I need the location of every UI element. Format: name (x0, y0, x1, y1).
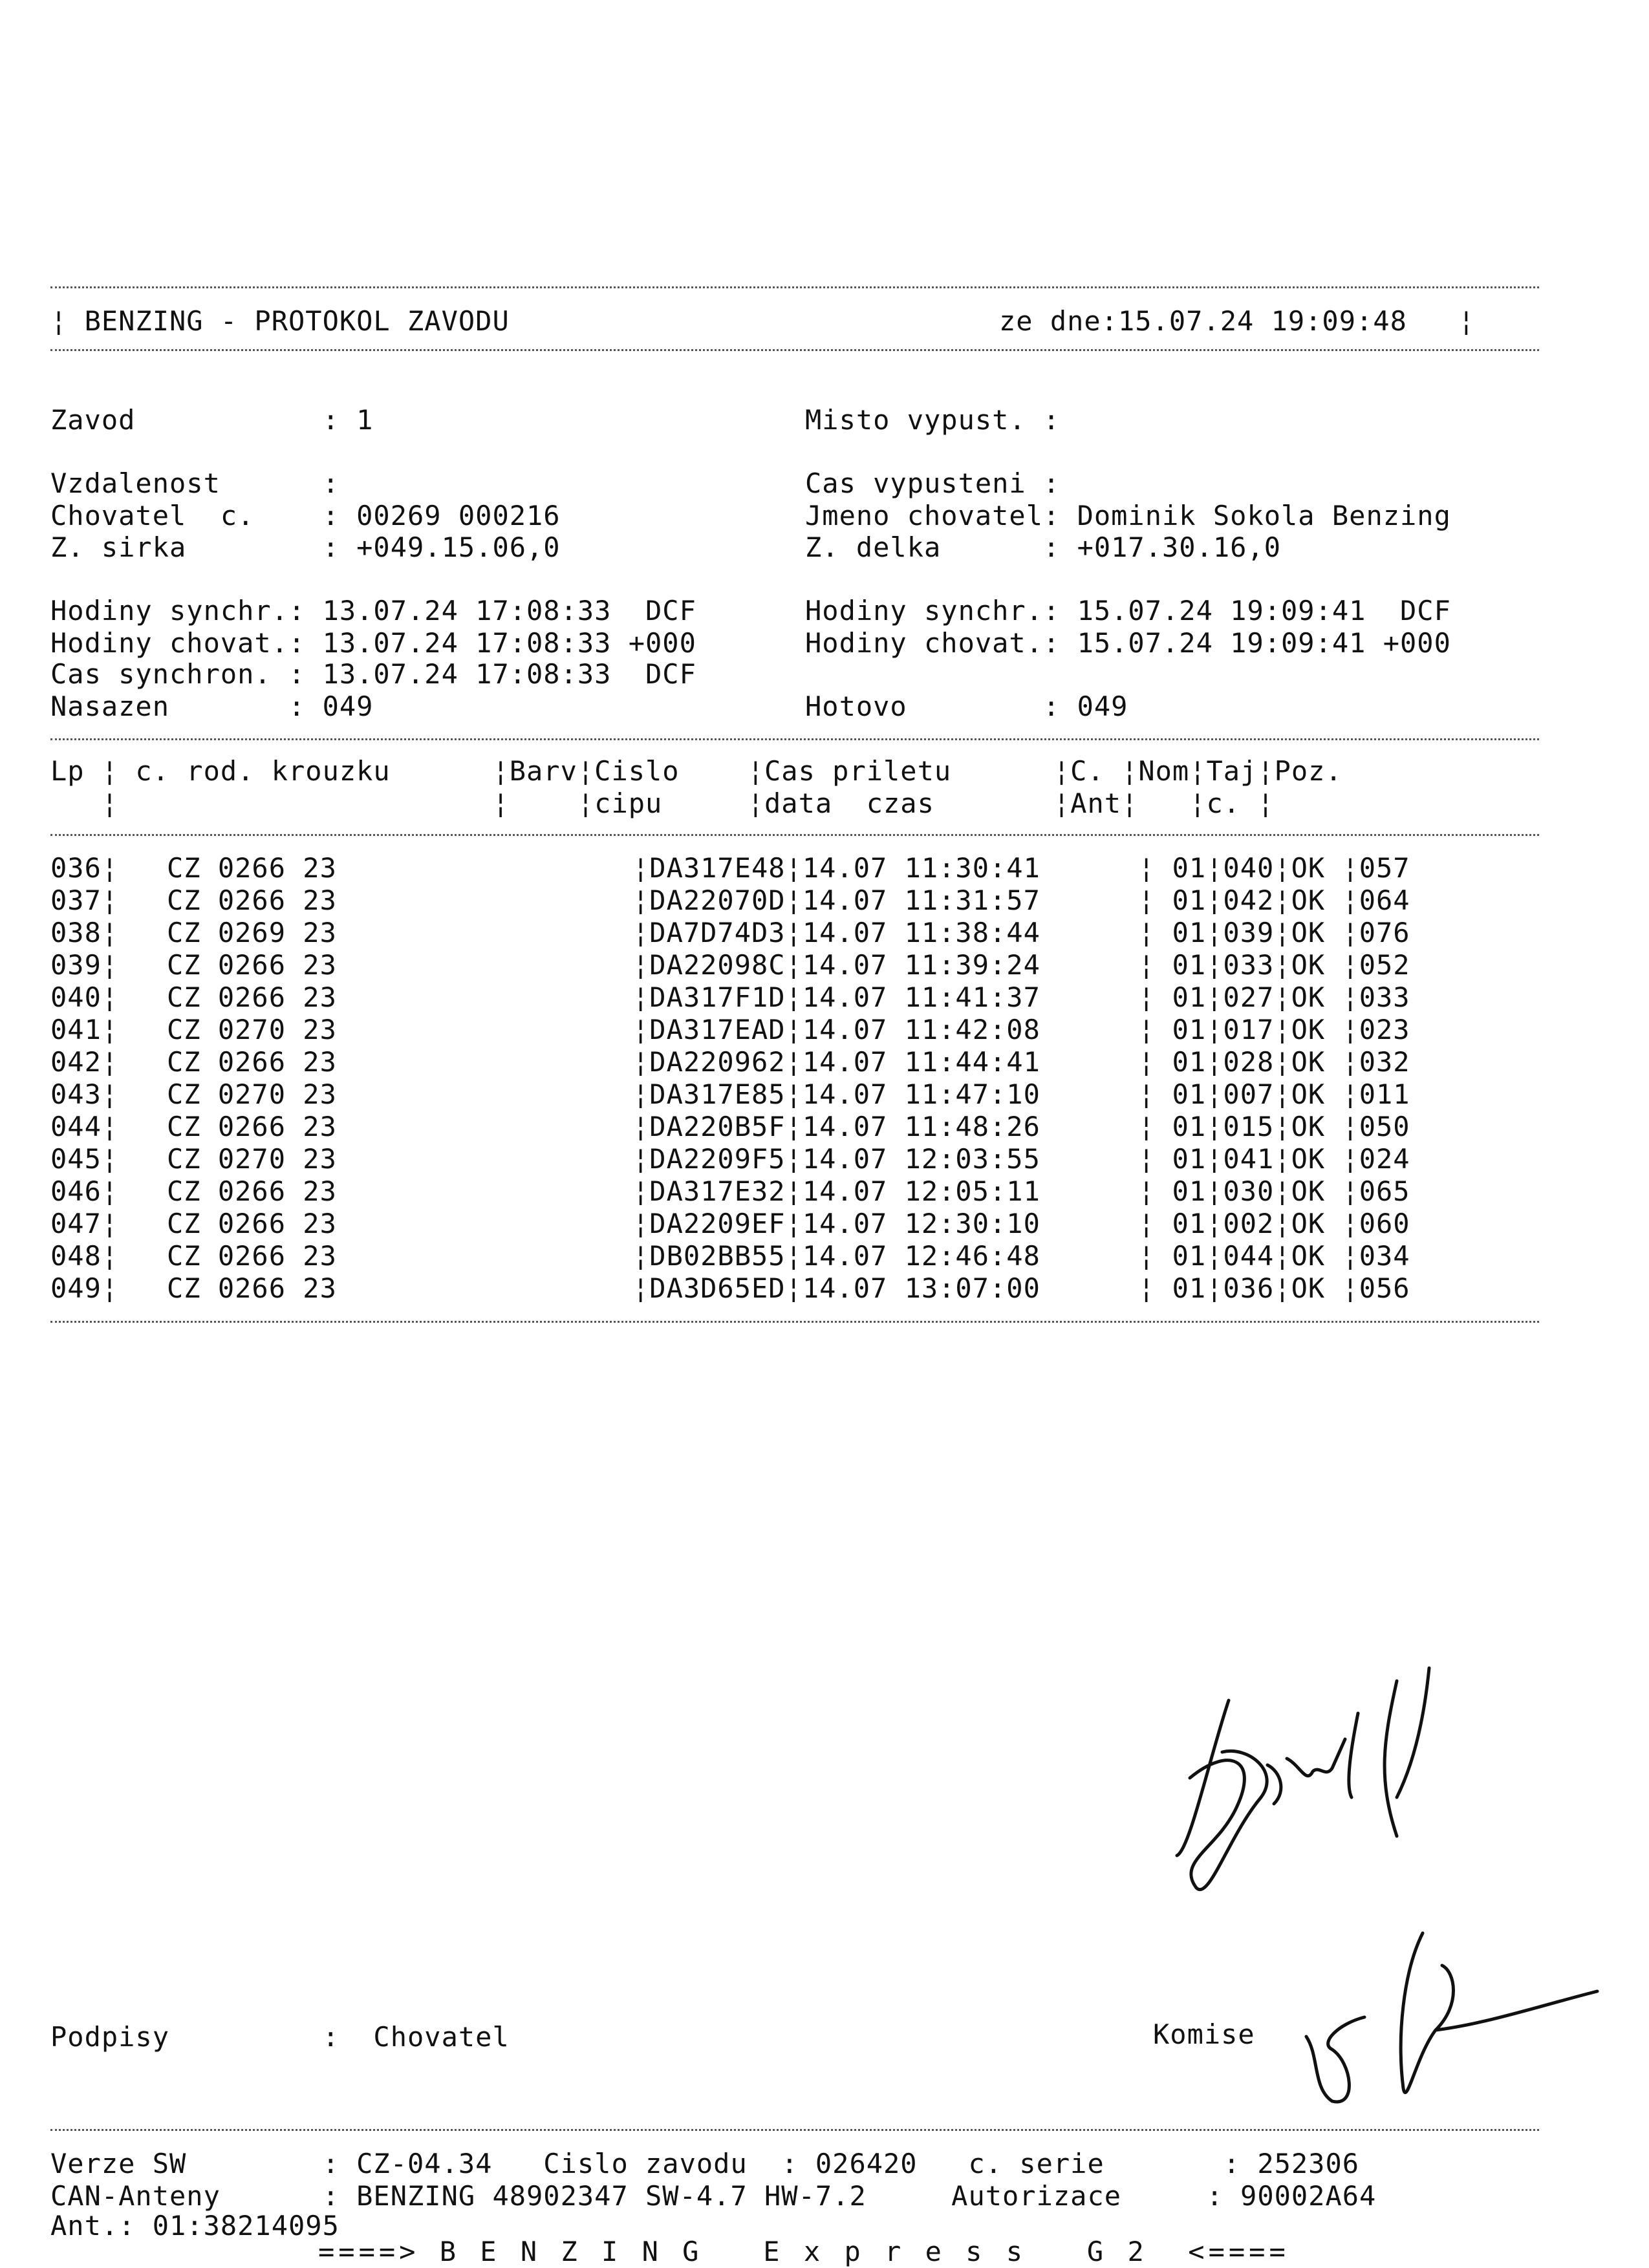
row-antenna-position: ¦ 01¦007¦OK ¦011 (1138, 1078, 1410, 1110)
row-ring-number: CZ 0266 23 (167, 949, 337, 981)
row-antenna-position: ¦ 01¦030¦OK ¦065 (1138, 1175, 1410, 1207)
commission-signature (1293, 1894, 1630, 2127)
report-date: ze dne:15.07.24 19:09:48 ¦ (999, 305, 1476, 337)
row-ring-number: CZ 0270 23 (167, 1143, 337, 1175)
row-lp: 043¦ (50, 1078, 119, 1110)
row-lp: 040¦ (50, 981, 119, 1013)
row-chip-arrival: ¦DA317E85¦14.07 11:47:10 (632, 1078, 1040, 1110)
row-lp: 049¦ (50, 1272, 119, 1304)
row-ring-number: CZ 0266 23 (167, 1046, 337, 1078)
row-chip-arrival: ¦DA3D65ED¦14.07 13:07:00 (632, 1272, 1040, 1304)
row-ring-number: CZ 0266 23 (167, 1111, 337, 1142)
row-ring-number: CZ 0269 23 (167, 917, 337, 948)
row-antenna-position: ¦ 01¦028¦OK ¦032 (1138, 1046, 1410, 1078)
row-chip-arrival: ¦DA22070D¦14.07 11:31:57 (632, 884, 1040, 916)
row-ring-number: CZ 0266 23 (167, 884, 337, 916)
row-antenna-position: ¦ 01¦015¦OK ¦050 (1138, 1111, 1410, 1142)
finished-count: Hotovo : 049 (805, 690, 1128, 722)
row-ring-number: CZ 0266 23 (167, 852, 337, 884)
row-lp: 046¦ (50, 1175, 119, 1207)
row-ring-number: CZ 0266 23 (167, 1240, 337, 1272)
row-antenna-position: ¦ 01¦036¦OK ¦056 (1138, 1272, 1410, 1304)
latitude: Z. sirka : +049.15.06,0 (50, 531, 561, 563)
row-antenna-position: ¦ 01¦033¦OK ¦052 (1138, 949, 1410, 981)
row-lp: 038¦ (50, 917, 119, 948)
commission-label: Komise (1153, 2018, 1255, 2050)
distance: Vzdalenost : (50, 467, 339, 499)
clock-chovat-right: Hodiny chovat.: 15.07.24 19:09:41 +000 (805, 627, 1451, 659)
row-lp: 047¦ (50, 1208, 119, 1239)
row-lp: 039¦ (50, 949, 119, 981)
row-ring-number: CZ 0266 23 (167, 1175, 337, 1207)
fancier-name: Jmeno chovatel: Dominik Sokola Benzing (805, 500, 1451, 531)
row-lp: 041¦ (50, 1014, 119, 1045)
row-chip-arrival: ¦DA317EAD¦14.07 11:42:08 (632, 1014, 1040, 1045)
row-antenna-position: ¦ 01¦040¦OK ¦057 (1138, 852, 1410, 884)
row-antenna-position: ¦ 01¦027¦OK ¦033 (1138, 981, 1410, 1013)
row-chip-arrival: ¦DA317F1D¦14.07 11:41:37 (632, 981, 1040, 1013)
device-banner: ====> B E N Z I N G E x p r e s s G 2 <==== (318, 2236, 1289, 2267)
row-chip-arrival: ¦DA220B5F¦14.07 11:48:26 (632, 1111, 1040, 1142)
table-header-line1: Lp ¦ c. rod. krouzku ¦Barv¦Cislo ¦Cas priletu ¦C. ¦Nom¦Taj¦Poz. (50, 755, 1342, 787)
row-ring-number: CZ 0270 23 (167, 1078, 337, 1110)
basketed-count: Nasazen : 049 (50, 690, 374, 722)
fancier-number: Chovatel c. : 00269 000216 (50, 500, 561, 531)
row-chip-arrival: ¦DB02BB55¦14.07 12:46:48 (632, 1240, 1040, 1272)
signatures-label: Podpisy : Chovatel (50, 2021, 510, 2053)
release-time: Cas vypusteni : (805, 467, 1061, 499)
table-bottom-rule (50, 1321, 1539, 1323)
row-chip-arrival: ¦DA7D74D3¦14.07 11:38:44 (632, 917, 1040, 948)
row-chip-arrival: ¦DA22098C¦14.07 11:39:24 (632, 949, 1040, 981)
table-top-rule (50, 738, 1539, 740)
row-ring-number: CZ 0266 23 (167, 1272, 337, 1304)
clock-synchr-left: Hodiny synchr.: 13.07.24 17:08:33 DCF (50, 595, 696, 626)
row-lp: 037¦ (50, 884, 119, 916)
release-place: Misto vypust. : (805, 404, 1061, 436)
row-ring-number: CZ 0266 23 (167, 981, 337, 1013)
row-antenna-position: ¦ 01¦039¦OK ¦076 (1138, 917, 1410, 948)
row-chip-arrival: ¦DA2209F5¦14.07 12:03:55 (632, 1143, 1040, 1175)
row-lp: 042¦ (50, 1046, 119, 1078)
row-chip-arrival: ¦DA317E48¦14.07 11:30:41 (632, 852, 1040, 884)
footer-rule (50, 2129, 1539, 2131)
header-bottom-rule (50, 349, 1539, 351)
antenna-line: CAN-Anteny : BENZING 48902347 SW-4.7 HW-7.2 Autorizace : 90002A64 (50, 2180, 1377, 2212)
row-lp: 036¦ (50, 852, 119, 884)
row-ring-number: CZ 0270 23 (167, 1014, 337, 1045)
clock-chovat-left: Hodiny chovat.: 13.07.24 17:08:33 +000 (50, 627, 696, 659)
row-chip-arrival: ¦DA220962¦14.07 11:44:41 (632, 1046, 1040, 1078)
synchron-time: Cas synchron. : 13.07.24 17:08:33 DCF (50, 658, 696, 690)
row-antenna-position: ¦ 01¦042¦OK ¦064 (1138, 884, 1410, 916)
longitude: Z. delka : +017.30.16,0 (805, 531, 1282, 563)
fancier-signature (1151, 1642, 1604, 1914)
row-chip-arrival: ¦DA2209EF¦14.07 12:30:10 (632, 1208, 1040, 1239)
row-ring-number: CZ 0266 23 (167, 1208, 337, 1239)
antenna-id: Ant.: 01:38214095 (50, 2210, 339, 2241)
row-lp: 048¦ (50, 1240, 119, 1272)
clock-synchr-right: Hodiny synchr.: 15.07.24 19:09:41 DCF (805, 595, 1451, 626)
row-antenna-position: ¦ 01¦044¦OK ¦034 (1138, 1240, 1410, 1272)
row-antenna-position: ¦ 01¦041¦OK ¦024 (1138, 1143, 1410, 1175)
row-antenna-position: ¦ 01¦002¦OK ¦060 (1138, 1208, 1410, 1239)
race-number: Zavod : 1 (50, 404, 374, 436)
software-version-line: Verze SW : CZ-04.34 Cislo zavodu : 026420 c. serie : 252306 (50, 2148, 1360, 2179)
report-title: ¦ BENZING - PROTOKOL ZAVODU (50, 305, 510, 337)
table-header-line2: ¦ ¦ ¦cipu ¦data czas ¦Ant¦ ¦c. ¦ (50, 787, 1275, 819)
row-lp: 044¦ (50, 1111, 119, 1142)
top-rule (50, 286, 1539, 288)
table-header-rule (50, 834, 1539, 836)
row-lp: 045¦ (50, 1143, 119, 1175)
row-chip-arrival: ¦DA317E32¦14.07 12:05:11 (632, 1175, 1040, 1207)
row-antenna-position: ¦ 01¦017¦OK ¦023 (1138, 1014, 1410, 1045)
